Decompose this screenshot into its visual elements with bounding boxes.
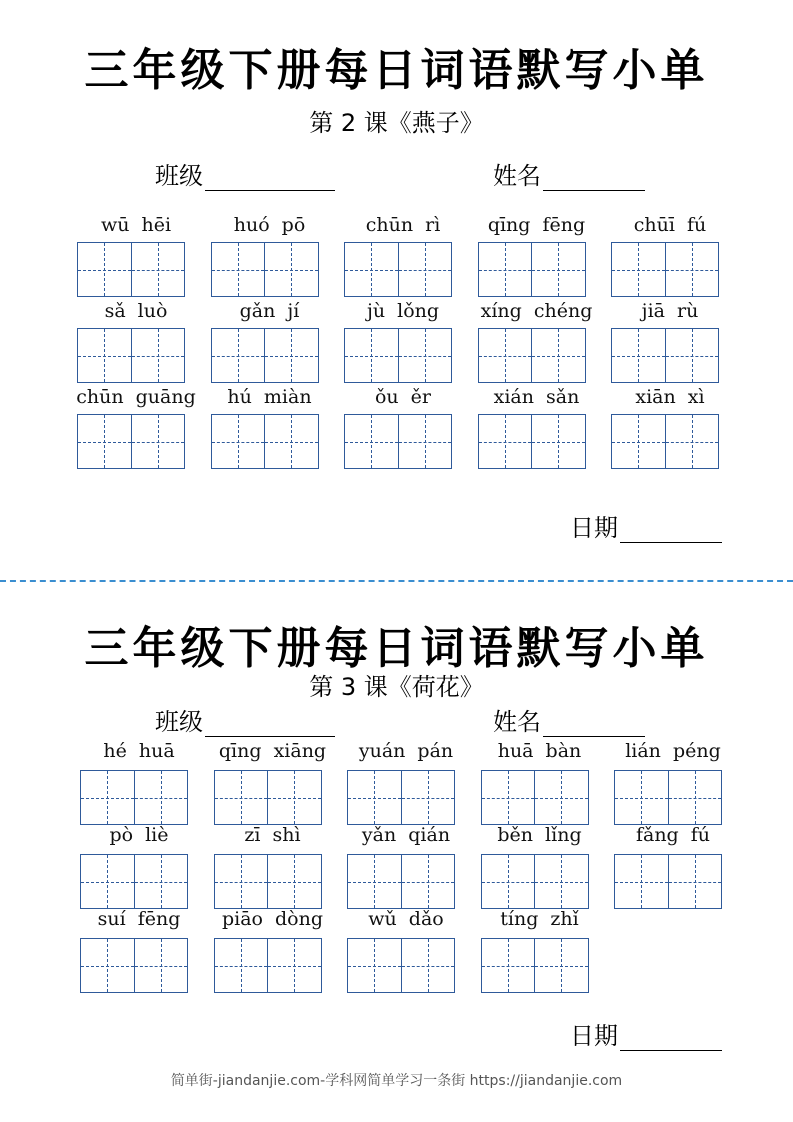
tianzige-box[interactable] (348, 771, 401, 824)
pinyin-label: zī shì (244, 824, 301, 846)
footer-source: 简单街-jiandanjie.com-学科网简单学习一条街 https://jiandanjie.com (170, 1073, 623, 1089)
pinyin-label: chūn guāng (76, 386, 196, 408)
tianzige-box[interactable] (531, 415, 585, 468)
pinyin-label: sǎ luò (104, 300, 168, 322)
class-blank[interactable] (205, 712, 335, 737)
pinyin-label: ǒu ěr (374, 386, 432, 408)
tianzige-box[interactable] (131, 243, 185, 296)
sheet1-title: 三年级下册每日词语默写小单 (84, 45, 709, 96)
pinyin-label: suí fēng (97, 908, 181, 930)
tianzige-box[interactable] (668, 855, 722, 908)
tianzige-box[interactable] (215, 939, 268, 992)
pinyin-label: qīng fēng (487, 214, 586, 236)
tianzige-box[interactable] (534, 939, 588, 992)
pinyin-label: piāo dòng (221, 908, 324, 930)
tianzige-box[interactable] (482, 771, 535, 824)
tianzige-box[interactable] (534, 771, 588, 824)
writing-boxes (481, 938, 589, 993)
writing-boxes (77, 242, 185, 297)
writing-boxes (214, 938, 322, 993)
tianzige-box[interactable] (134, 855, 188, 908)
tianzige-box[interactable] (534, 855, 588, 908)
pinyin-label: pò liè (109, 824, 169, 846)
tianzige-box[interactable] (612, 329, 665, 382)
writing-boxes (77, 414, 185, 469)
tianzige-box[interactable] (78, 243, 131, 296)
writing-boxes (478, 414, 586, 469)
sheet2-class-field (155, 702, 335, 737)
tianzige-box[interactable] (81, 771, 134, 824)
writing-boxes (344, 414, 452, 469)
tianzige-box[interactable] (264, 415, 318, 468)
sheet2-lesson: 第 3 课《荷花》 (309, 673, 484, 701)
date-label: 日期 (570, 514, 618, 542)
name-label: 姓名 (493, 162, 541, 190)
pinyin-label: tíng zhǐ (500, 908, 579, 930)
tianzige-box[interactable] (345, 243, 398, 296)
writing-boxes (478, 328, 586, 383)
tianzige-box[interactable] (345, 329, 398, 382)
tianzige-box[interactable] (134, 939, 188, 992)
tianzige-box[interactable] (81, 939, 134, 992)
pinyin-label: qīng xiāng (218, 740, 327, 762)
tianzige-box[interactable] (398, 415, 452, 468)
tianzige-box[interactable] (482, 939, 535, 992)
tianzige-box[interactable] (267, 855, 321, 908)
writing-boxes (611, 328, 719, 383)
pinyin-label: lián péng (625, 740, 721, 762)
pinyin-label: wū hēi (100, 214, 172, 236)
pinyin-label: yuán pán (358, 740, 454, 762)
tianzige-box[interactable] (345, 415, 398, 468)
pinyin-label: yǎn qián (361, 824, 451, 846)
writing-boxes (611, 414, 719, 469)
tianzige-box[interactable] (665, 329, 719, 382)
sheet2-title: 三年级下册每日词语默写小单 (84, 623, 709, 674)
tianzige-box[interactable] (668, 771, 722, 824)
writing-boxes (80, 938, 188, 993)
tianzige-box[interactable] (479, 329, 532, 382)
tianzige-box[interactable] (348, 855, 401, 908)
tianzige-box[interactable] (482, 855, 535, 908)
date-blank[interactable] (620, 518, 722, 543)
pinyin-label: chūī fú (633, 214, 707, 236)
tianzige-box[interactable] (212, 243, 265, 296)
date-blank[interactable] (620, 1026, 722, 1051)
writing-boxes (347, 938, 455, 993)
writing-boxes (344, 328, 452, 383)
pinyin-label: hú miàn (227, 386, 312, 408)
cut-line-divider (0, 580, 793, 582)
tianzige-box[interactable] (212, 329, 265, 382)
writing-boxes (614, 854, 722, 909)
tianzige-box[interactable] (479, 243, 532, 296)
tianzige-box[interactable] (78, 415, 131, 468)
date-label: 日期 (570, 1022, 618, 1050)
tianzige-box[interactable] (131, 329, 185, 382)
tianzige-box[interactable] (401, 939, 455, 992)
pinyin-label: chūn rì (365, 214, 441, 236)
writing-boxes (611, 242, 719, 297)
pinyin-label: xíng chéng (480, 300, 593, 322)
tianzige-box[interactable] (78, 329, 131, 382)
writing-boxes (481, 770, 589, 825)
tianzige-box[interactable] (264, 329, 318, 382)
pinyin-label: jù lǒng (366, 300, 440, 322)
class-label: 班级 (155, 708, 203, 736)
pinyin-label: wǔ dǎo (368, 908, 444, 930)
tianzige-box[interactable] (612, 243, 665, 296)
sheet2-name-field (493, 702, 645, 737)
writing-boxes (614, 770, 722, 825)
writing-boxes (481, 854, 589, 909)
writing-boxes (478, 242, 586, 297)
pinyin-label: gǎn jí (239, 300, 300, 322)
writing-boxes (77, 328, 185, 383)
tianzige-box[interactable] (401, 855, 455, 908)
writing-boxes (211, 328, 319, 383)
pinyin-label: huā bàn (497, 740, 582, 762)
tianzige-box[interactable] (398, 329, 452, 382)
pinyin-label: xián sǎn (493, 386, 580, 408)
writing-boxes (347, 854, 455, 909)
tianzige-box[interactable] (615, 771, 668, 824)
tianzige-box[interactable] (131, 415, 185, 468)
tianzige-box[interactable] (531, 329, 585, 382)
tianzige-box[interactable] (215, 771, 268, 824)
tianzige-box[interactable] (264, 243, 318, 296)
tianzige-box[interactable] (665, 415, 719, 468)
pinyin-label: jiā rù (641, 300, 699, 322)
sheet1-class-field (155, 156, 335, 191)
pinyin-label: fǎng fú (635, 824, 711, 846)
writing-boxes (347, 770, 455, 825)
class-label: 班级 (155, 162, 203, 190)
name-blank[interactable] (543, 166, 645, 191)
writing-boxes (80, 770, 188, 825)
tianzige-box[interactable] (615, 855, 668, 908)
tianzige-box[interactable] (215, 855, 268, 908)
tianzige-box[interactable] (612, 415, 665, 468)
tianzige-box[interactable] (665, 243, 719, 296)
sheet2-date-field (570, 1016, 722, 1051)
name-label: 姓名 (493, 708, 541, 736)
pinyin-label: xiān xì (635, 386, 705, 408)
tianzige-box[interactable] (81, 855, 134, 908)
tianzige-box[interactable] (398, 243, 452, 296)
tianzige-box[interactable] (134, 771, 188, 824)
writing-boxes (214, 770, 322, 825)
tianzige-box[interactable] (348, 939, 401, 992)
writing-boxes (80, 854, 188, 909)
writing-boxes (214, 854, 322, 909)
tianzige-box[interactable] (531, 243, 585, 296)
class-blank[interactable] (205, 166, 335, 191)
sheet1-lesson: 第 2 课《燕子》 (309, 109, 484, 137)
sheet1-date-field (570, 508, 722, 543)
tianzige-box[interactable] (212, 415, 265, 468)
pinyin-label: hé huā (103, 740, 175, 762)
tianzige-box[interactable] (267, 939, 321, 992)
name-blank[interactable] (543, 712, 645, 737)
tianzige-box[interactable] (479, 415, 532, 468)
sheet1-name-field (493, 156, 645, 191)
tianzige-box[interactable] (267, 771, 321, 824)
writing-boxes (344, 242, 452, 297)
writing-boxes (211, 242, 319, 297)
pinyin-label: huó pō (233, 214, 306, 236)
tianzige-box[interactable] (401, 771, 455, 824)
writing-boxes (211, 414, 319, 469)
pinyin-label: běn lǐng (497, 824, 582, 846)
